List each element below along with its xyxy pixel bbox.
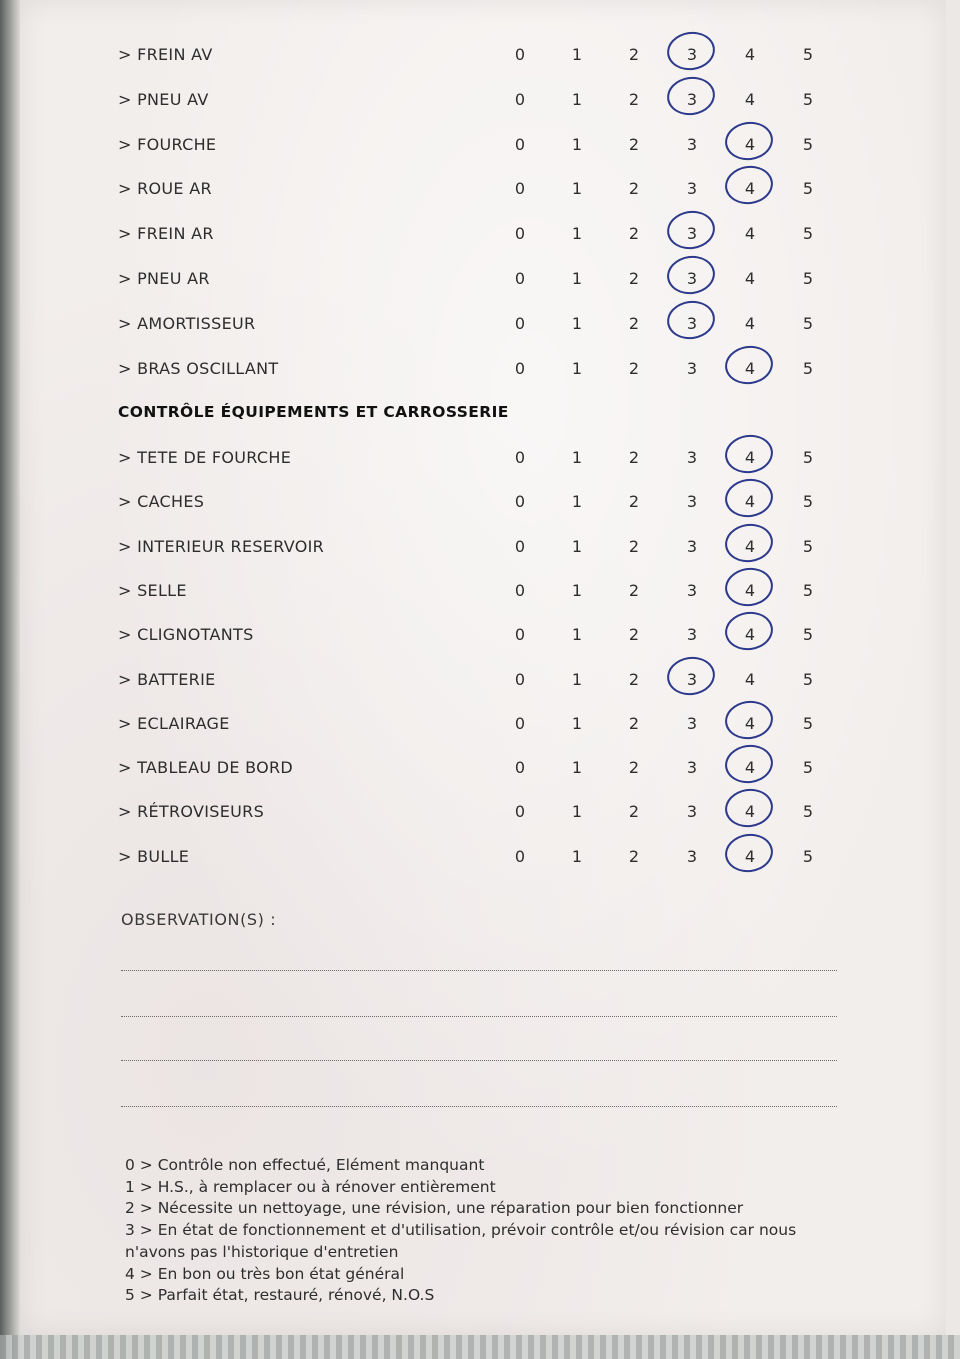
- rating-option-5[interactable]: 5: [802, 224, 814, 244]
- rating-option-2[interactable]: 2: [628, 224, 640, 244]
- rating-option-0[interactable]: 0: [514, 45, 526, 64]
- rating-option-4[interactable]: 4: [738, 714, 762, 733]
- inspection-item-label: > BRAS OSCILLANT: [118, 358, 279, 378]
- rating-option-5[interactable]: 5: [802, 536, 814, 556]
- rating-option-1[interactable]: 1: [571, 625, 583, 645]
- rating-option-0[interactable]: 0: [514, 802, 526, 822]
- legend-item-5: 5 > Parfait état, restauré, rénové, N.O.S: [125, 1286, 435, 1305]
- inspection-item-label: > FREIN AR: [118, 224, 214, 244]
- rating-option-0[interactable]: 0: [514, 313, 526, 333]
- inspection-item-label: > AMORTISSEUR: [118, 313, 256, 333]
- rating-option-4[interactable]: 4: [738, 537, 762, 556]
- sleeve-perforated-edge: [0, 1335, 960, 1359]
- inspection-row: [0, 45, 960, 75]
- rating-option-2[interactable]: 2: [628, 134, 640, 154]
- rating-option-2[interactable]: 2: [628, 758, 640, 778]
- rating-option-1[interactable]: 1: [571, 580, 583, 600]
- rating-option-0[interactable]: 0: [514, 269, 526, 288]
- rating-option-3[interactable]: 3: [686, 580, 698, 600]
- inspection-row: [0, 670, 960, 700]
- section-title: CONTRÔLE ÉQUIPEMENTS ET CARROSSERIE: [118, 403, 509, 421]
- inspection-row: [0, 314, 960, 344]
- rating-option-5[interactable]: 5: [802, 358, 814, 378]
- rating-option-1[interactable]: 1: [571, 358, 583, 378]
- rating-option-1[interactable]: 1: [571, 313, 583, 333]
- rating-option-3[interactable]: 3: [680, 269, 704, 288]
- inspection-row: [0, 448, 960, 478]
- rating-option-2[interactable]: 2: [628, 536, 640, 556]
- rating-option-1[interactable]: 1: [571, 802, 583, 822]
- rating-option-4[interactable]: 4: [738, 359, 762, 378]
- rating-option-0[interactable]: 0: [514, 625, 526, 645]
- observations-label: OBSERVATION(S) :: [121, 910, 277, 929]
- inspection-item-label: > FREIN AV: [118, 45, 213, 64]
- legend-item-0: 0 > Contrôle non effectué, Elément manquant: [125, 1156, 485, 1174]
- rating-option-2[interactable]: 2: [628, 313, 640, 333]
- rating-option-2[interactable]: 2: [628, 358, 640, 378]
- rating-option-0[interactable]: 0: [514, 536, 526, 556]
- rating-option-3[interactable]: 3: [680, 45, 704, 64]
- inspection-row: [0, 537, 960, 567]
- inspection-item-label: > SELLE: [118, 580, 187, 600]
- rating-option-4[interactable]: 4: [738, 625, 762, 644]
- rating-option-3[interactable]: 3: [686, 448, 698, 467]
- rating-option-5[interactable]: 5: [802, 134, 814, 154]
- inspection-item-label: > FOURCHE: [118, 134, 217, 154]
- rating-option-4[interactable]: 4: [738, 847, 762, 866]
- rating-option-4[interactable]: 4: [738, 581, 762, 600]
- rating-option-0[interactable]: 0: [514, 448, 526, 467]
- rating-option-0[interactable]: 0: [514, 89, 526, 109]
- rating-option-0[interactable]: 0: [514, 179, 526, 199]
- inspection-row: [0, 847, 960, 877]
- rating-option-1[interactable]: 1: [571, 758, 583, 778]
- rating-option-5[interactable]: 5: [802, 492, 814, 512]
- rating-option-3[interactable]: 3: [686, 802, 698, 822]
- inspection-row: [0, 492, 960, 522]
- rating-option-0[interactable]: 0: [514, 758, 526, 778]
- inspection-row: [0, 581, 960, 611]
- inspection-item-label: > BULLE: [118, 846, 190, 866]
- rating-option-5[interactable]: 5: [802, 89, 814, 109]
- inspection-item-label: > INTERIEUR RESERVOIR: [118, 536, 325, 556]
- rating-option-0[interactable]: 0: [514, 669, 526, 689]
- rating-option-1[interactable]: 1: [571, 713, 583, 733]
- rating-option-4[interactable]: 4: [744, 313, 756, 333]
- rating-option-0[interactable]: 0: [514, 492, 526, 512]
- rating-option-5[interactable]: 5: [802, 758, 814, 778]
- observation-line-4[interactable]: [121, 1106, 837, 1107]
- rating-option-2[interactable]: 2: [628, 448, 640, 467]
- rating-option-5[interactable]: 5: [802, 580, 814, 600]
- rating-option-4[interactable]: 4: [738, 802, 762, 821]
- rating-option-4[interactable]: 4: [744, 89, 756, 109]
- inspection-item-label: > PNEU AR: [118, 269, 210, 288]
- inspection-row: [0, 802, 960, 832]
- rating-option-3[interactable]: 3: [686, 625, 698, 645]
- inspection-row: [0, 179, 960, 209]
- inspection-item-label: > ROUE AR: [118, 179, 212, 199]
- rating-option-4[interactable]: 4: [738, 179, 762, 198]
- rating-option-3[interactable]: 3: [686, 758, 698, 778]
- rating-option-3[interactable]: 3: [686, 536, 698, 556]
- rating-option-5[interactable]: 5: [802, 625, 814, 645]
- legend-item-4: 4 > En bon ou très bon état général: [125, 1264, 405, 1283]
- inspection-row: [0, 359, 960, 389]
- rating-option-1[interactable]: 1: [571, 269, 583, 288]
- inspection-item-label: > PNEU AV: [118, 89, 209, 109]
- observation-line-1[interactable]: [121, 970, 837, 971]
- rating-option-0[interactable]: 0: [514, 224, 526, 244]
- rating-option-2[interactable]: 2: [628, 89, 640, 109]
- rating-option-0[interactable]: 0: [514, 713, 526, 733]
- rating-option-4[interactable]: 4: [744, 669, 756, 689]
- rating-option-3[interactable]: 3: [680, 90, 704, 109]
- rating-option-0[interactable]: 0: [514, 134, 526, 154]
- legend-item-2: 2 > Nécessite un nettoyage, une révision, une réparation pour bien fonctionner: [125, 1199, 744, 1218]
- inspection-row: [0, 625, 960, 655]
- rating-option-3[interactable]: 3: [686, 713, 698, 733]
- rating-option-4[interactable]: 4: [744, 224, 756, 244]
- rating-legend: [125, 1155, 845, 1307]
- inspection-item-label: > CACHES: [118, 492, 205, 512]
- rating-option-5[interactable]: 5: [802, 846, 814, 866]
- inspection-row: [0, 714, 960, 744]
- rating-option-5[interactable]: 5: [802, 45, 814, 64]
- inspection-row: [0, 224, 960, 254]
- rating-option-2[interactable]: 2: [628, 713, 640, 733]
- inspection-row: [0, 269, 960, 299]
- rating-option-5[interactable]: 5: [802, 713, 814, 733]
- inspection-row: [0, 758, 960, 788]
- rating-option-1[interactable]: 1: [571, 669, 583, 689]
- rating-option-1[interactable]: 1: [571, 492, 583, 512]
- observation-line-3[interactable]: [121, 1060, 837, 1061]
- rating-option-3[interactable]: 3: [686, 134, 698, 154]
- rating-option-2[interactable]: 2: [628, 269, 640, 288]
- rating-option-4[interactable]: 4: [744, 45, 756, 64]
- rating-option-1[interactable]: 1: [571, 536, 583, 556]
- inspection-item-label: > BATTERIE: [118, 669, 216, 689]
- inspection-item-label: > CLIGNOTANTS: [118, 625, 254, 645]
- inspection-item-label: > ECLAIRAGE: [118, 713, 230, 733]
- rating-option-2[interactable]: 2: [628, 846, 640, 866]
- rating-option-5[interactable]: 5: [802, 269, 814, 288]
- rating-option-5[interactable]: 5: [802, 669, 814, 689]
- rating-option-0[interactable]: 0: [514, 846, 526, 866]
- inspection-row: [0, 135, 960, 165]
- rating-option-1[interactable]: 1: [571, 448, 583, 467]
- rating-option-1[interactable]: 1: [571, 846, 583, 866]
- inspection-item-label: > TETE DE FOURCHE: [118, 448, 292, 467]
- inspection-row: [0, 90, 960, 120]
- legend-item-3: 3 > En état de fonctionnement et d'utilisation, prévoir contrôle et/ou révision car nous n'avons pas l'historique d'entretien: [125, 1221, 797, 1261]
- rating-option-5[interactable]: 5: [802, 179, 814, 199]
- rating-option-0[interactable]: 0: [514, 580, 526, 600]
- rating-option-2[interactable]: 2: [628, 580, 640, 600]
- rating-option-3[interactable]: 3: [686, 846, 698, 866]
- legend-item-1: 1 > H.S., à remplacer ou à rénover entièrement: [125, 1177, 496, 1196]
- rating-option-3[interactable]: 3: [680, 314, 704, 333]
- rating-option-2[interactable]: 2: [628, 45, 640, 64]
- observation-line-2[interactable]: [121, 1016, 837, 1017]
- rating-option-4[interactable]: 4: [738, 492, 762, 511]
- rating-option-4[interactable]: 4: [738, 758, 762, 777]
- rating-option-2[interactable]: 2: [628, 802, 640, 822]
- rating-option-5[interactable]: 5: [802, 802, 814, 822]
- rating-option-4[interactable]: 4: [744, 269, 756, 288]
- rating-option-3[interactable]: 3: [686, 492, 698, 512]
- rating-option-3[interactable]: 3: [680, 670, 704, 689]
- rating-option-3[interactable]: 3: [686, 358, 698, 378]
- rating-option-2[interactable]: 2: [628, 669, 640, 689]
- inspection-item-label: > TABLEAU DE BORD: [118, 758, 294, 778]
- rating-option-1[interactable]: 1: [571, 179, 583, 199]
- rating-option-1[interactable]: 1: [571, 224, 583, 244]
- rating-option-2[interactable]: 2: [628, 179, 640, 199]
- rating-option-0[interactable]: 0: [514, 358, 526, 378]
- rating-option-1[interactable]: 1: [571, 45, 583, 64]
- rating-option-4[interactable]: 4: [738, 448, 762, 467]
- rating-option-1[interactable]: 1: [571, 89, 583, 109]
- rating-option-4[interactable]: 4: [738, 135, 762, 154]
- rating-option-3[interactable]: 3: [686, 179, 698, 199]
- rating-option-2[interactable]: 2: [628, 625, 640, 645]
- inspection-item-label: > RÉTROVISEURS: [118, 802, 265, 822]
- rating-option-5[interactable]: 5: [802, 313, 814, 333]
- rating-option-3[interactable]: 3: [680, 224, 704, 243]
- rating-option-2[interactable]: 2: [628, 492, 640, 512]
- rating-option-5[interactable]: 5: [802, 448, 814, 467]
- rating-option-1[interactable]: 1: [571, 134, 583, 154]
